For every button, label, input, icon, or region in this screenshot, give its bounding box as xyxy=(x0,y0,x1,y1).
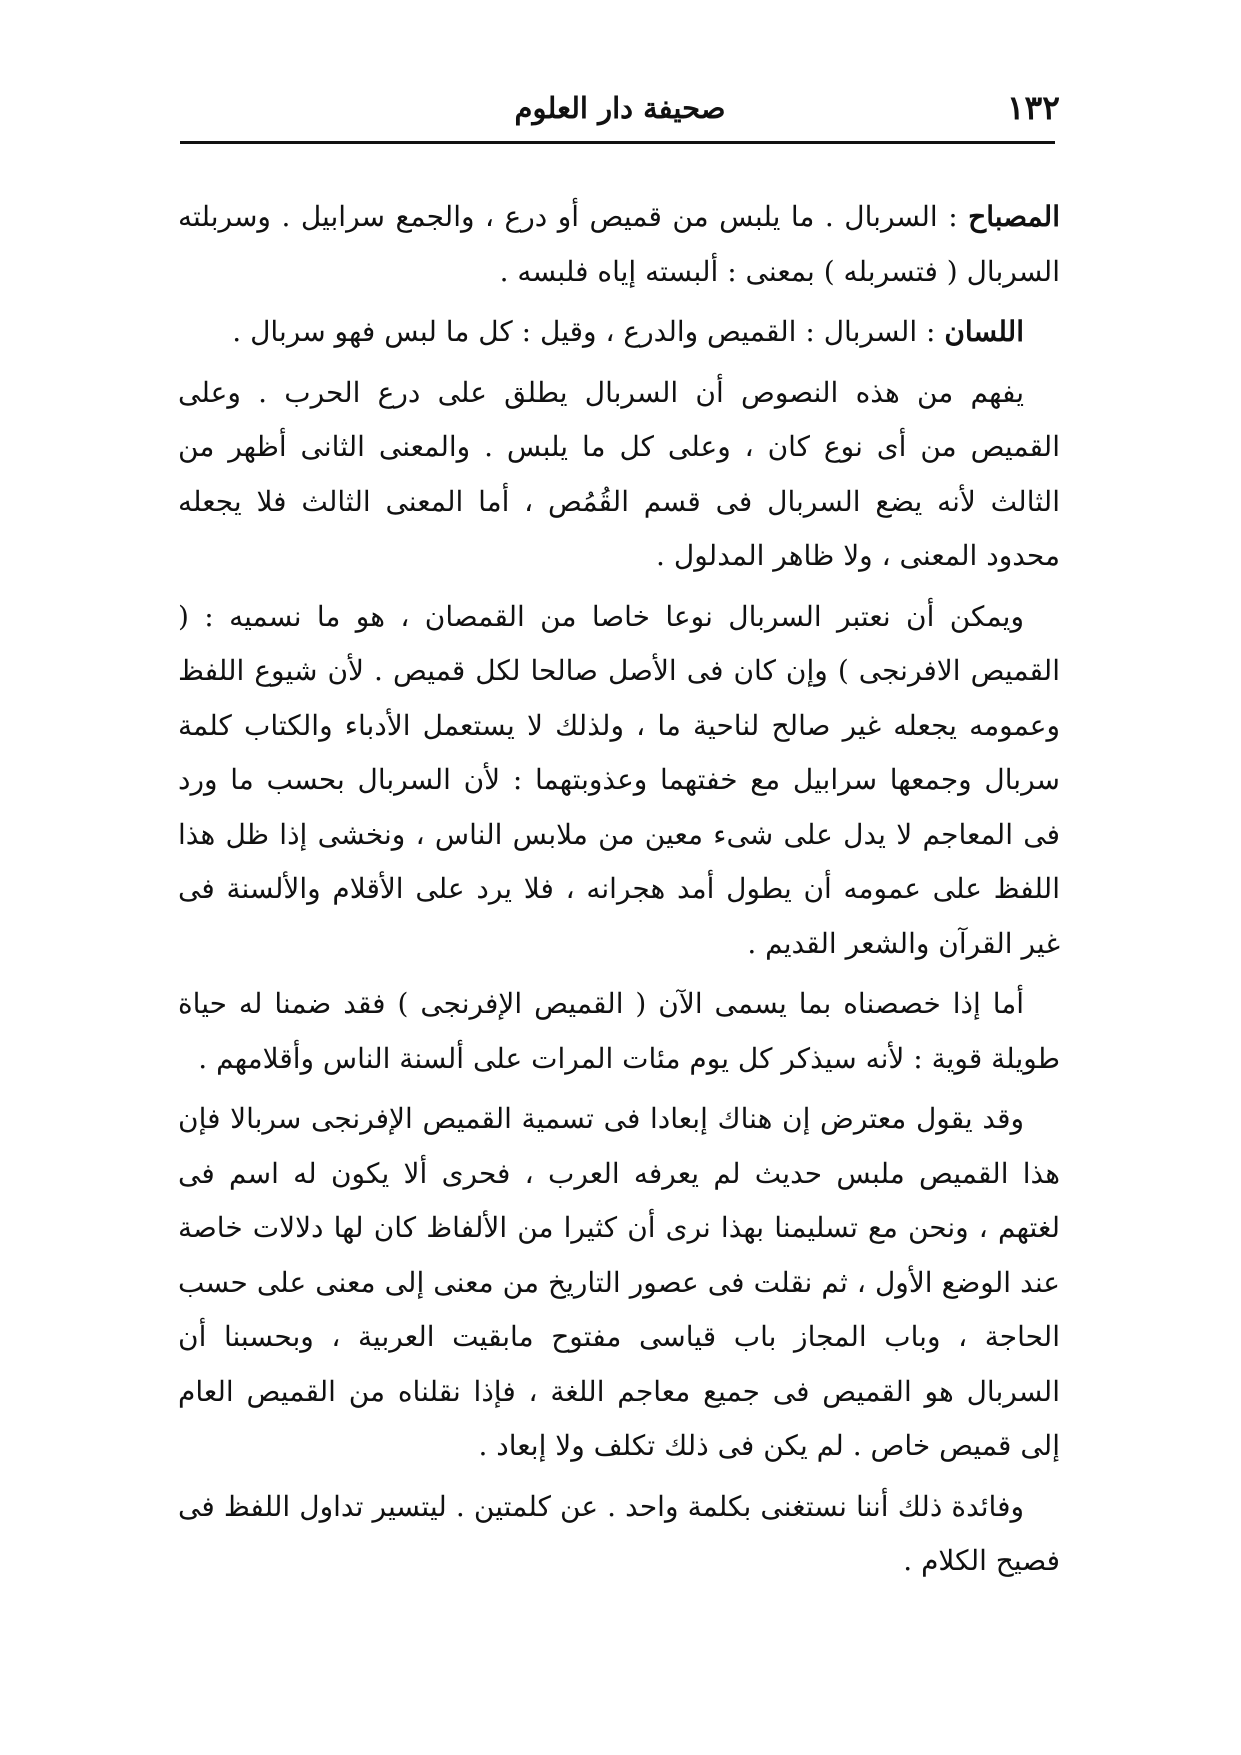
paragraph xyxy=(178,366,1060,584)
paragraph xyxy=(178,1480,1060,1589)
paragraph-text: يفهم من هذه النصوص أن السربال يطلق على درع الحرب . وعلى القميص من أى نوع كان ، وعلى كل ما يلبس . والمعنى الثانى أظهر من الثالث لأنه يضع السربال فى قسم القُمُص ، أما المعنى الثالث فلا يجعله محدود المعنى ، ولا ظاهر المدلول . xyxy=(178,375,1060,572)
page-number: ١٣٢ xyxy=(1006,88,1060,127)
header-divider xyxy=(180,141,1055,144)
paragraph-misbah xyxy=(178,190,1060,299)
article-body xyxy=(178,190,1060,1595)
paragraph-lisan xyxy=(178,305,1060,360)
source-name: المصباح xyxy=(968,200,1060,233)
paragraph xyxy=(178,977,1060,1086)
source-name: اللسان xyxy=(944,315,1024,348)
page-header xyxy=(180,88,1060,128)
paragraph xyxy=(178,590,1060,972)
paragraph-text: وقد يقول معترض إن هناك إبعادا فى تسمية القميص الإفرنجى سربالا فإن هذا القميص ملبس حديث لم يعرفه العرب ، فحرى ألا يكون له اسم فى لغتهم ، ونحن مع تسليمنا بهذا نرى أن كثيرا من الألفاظ كان لها دلالات خاصة عند الوضع الأول ، ثم نقلت فى عصور التاريخ من معنى إلى معنى على حسب الحاجة ، وباب المجاز باب قياسى مفتوح مابقيت العربية ، وبحسبنا أن السربال هو القميص فى جميع معاجم اللغة ، فإذا نقلناه من القميص العام إلى قميص خاص . لم يكن فى ذلك تكلف ولا إبعاد . xyxy=(178,1102,1060,1462)
paragraph xyxy=(178,1092,1060,1474)
paragraph-text: : السربال : القميص والدرع ، وقيل : كل ما لبس فهو سربال . xyxy=(232,315,945,348)
paragraph-text: ويمكن أن نعتبر السربال نوعا خاصا من القمصان ، هو ما نسميه : ( القميص الافرنجى ) وإن كان فى الأصل صالحا لكل قميص . لأن شيوع اللفظ وعمومه يجعله غير صالح لناحية ما ، ولذلك لا يستعمل الأدباء والكتاب كلمة سربال وجمعها سرابيل مع خفتهما وعذوبتهما : لأن السربال بحسب ما ورد فى المعاجم لا يدل على شىء معين من ملابس الناس ، ونخشى إذا ظل هذا اللفظ على عمومه أن يطول أمد هجرانه ، فلا يرد على الأقلام والألسنة فى غير القرآن والشعر القديم . xyxy=(178,599,1060,960)
paragraph-text: أما إذا خصصناه بما يسمى الآن ( القميص الإفرنجى ) فقد ضمنا له حياة طويلة قوية : لأنه سيذكر كل يوم مئات المرات على ألسنة الناس وأقلامهم . xyxy=(178,987,1060,1075)
paragraph-text: وفائدة ذلك أننا نستغنى بكلمة واحد . عن كلمتين . ليتسير تداول اللفظ فى فصيح الكلام . xyxy=(178,1489,1060,1577)
paragraph-text: : السربال . ما يلبس من قميص أو درع ، والجمع سرابيل . وسربلته السربال ( فتسربله ) بمعنى : ألبسته إياه فلبسه . xyxy=(178,200,1060,288)
running-title: صحيفة دار العلوم xyxy=(514,91,726,125)
